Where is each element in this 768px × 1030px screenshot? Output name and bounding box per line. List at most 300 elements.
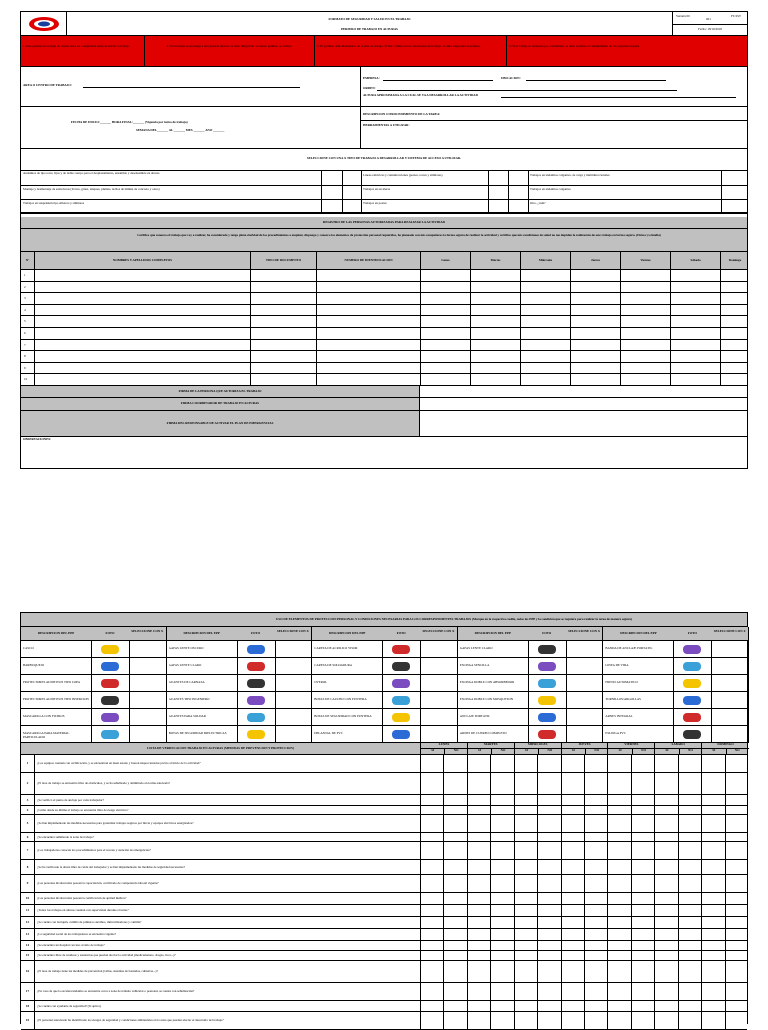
- worker-input-cell[interactable]: [251, 293, 317, 304]
- checklist-answer-cell[interactable]: [562, 961, 585, 982]
- checklist-answer-cell[interactable]: [702, 905, 725, 916]
- worker-input-cell[interactable]: [521, 328, 571, 339]
- checklist-answer-cell[interactable]: [538, 905, 561, 916]
- checklist-answer-cell[interactable]: [444, 806, 467, 814]
- checklist-answer-cell[interactable]: [585, 893, 608, 904]
- checklist-answer-cell[interactable]: [515, 755, 538, 772]
- checklist-answer-cell[interactable]: [655, 833, 678, 841]
- worker-input-cell[interactable]: [671, 305, 721, 316]
- checklist-answer-cell[interactable]: [679, 961, 702, 982]
- checklist-answer-cell[interactable]: [608, 905, 631, 916]
- checklist-answer-cell[interactable]: [468, 951, 491, 960]
- checklist-answer-cell[interactable]: [468, 875, 491, 892]
- checklist-answer-cell[interactable]: [515, 842, 538, 859]
- checklist-answer-cell[interactable]: [632, 905, 655, 916]
- checklist-answer-cell[interactable]: [702, 773, 725, 794]
- checklist-answer-cell[interactable]: [608, 1001, 631, 1011]
- worker-input-cell[interactable]: [421, 305, 471, 316]
- checklist-answer-cell[interactable]: [562, 815, 585, 832]
- ppe-select-box[interactable]: [566, 641, 603, 657]
- checklist-answer-cell[interactable]: [421, 795, 444, 805]
- checklist-answer-cell[interactable]: [538, 875, 561, 892]
- worker-input-cell[interactable]: [251, 316, 317, 327]
- checklist-answer-cell[interactable]: [444, 842, 467, 859]
- checklist-answer-cell[interactable]: [491, 961, 514, 982]
- checklist-answer-cell[interactable]: [491, 1012, 514, 1029]
- checklist-answer-cell[interactable]: [515, 875, 538, 892]
- checklist-answer-cell[interactable]: [444, 905, 467, 916]
- checklist-answer-cell[interactable]: [632, 1012, 655, 1029]
- worker-input-cell[interactable]: [571, 293, 621, 304]
- checklist-answer-cell[interactable]: [491, 795, 514, 805]
- checklist-answer-cell[interactable]: [491, 929, 514, 940]
- checklist-answer-cell[interactable]: [702, 795, 725, 805]
- checklist-answer-cell[interactable]: [585, 929, 608, 940]
- checklist-answer-cell[interactable]: [608, 875, 631, 892]
- checklist-answer-cell[interactable]: [538, 755, 561, 772]
- checklist-answer-cell[interactable]: [632, 773, 655, 794]
- worker-input-cell[interactable]: [317, 340, 421, 351]
- worker-input-cell[interactable]: [421, 340, 471, 351]
- checklist-answer-cell[interactable]: [491, 773, 514, 794]
- worker-input-cell[interactable]: [251, 363, 317, 374]
- worker-input-cell[interactable]: [621, 282, 671, 293]
- checklist-answer-cell[interactable]: [655, 1012, 678, 1029]
- checklist-answer-cell[interactable]: [444, 929, 467, 940]
- worker-input-cell[interactable]: [35, 363, 251, 374]
- ppe-select-box[interactable]: [129, 641, 166, 657]
- worker-input-cell[interactable]: [317, 328, 421, 339]
- checklist-answer-cell[interactable]: [444, 1012, 467, 1029]
- checklist-answer-cell[interactable]: [562, 905, 585, 916]
- worker-input-cell[interactable]: [471, 328, 521, 339]
- checklist-answer-cell[interactable]: [655, 806, 678, 814]
- checklist-answer-cell[interactable]: [655, 755, 678, 772]
- checklist-answer-cell[interactable]: [421, 905, 444, 916]
- checklist-answer-cell[interactable]: [421, 755, 444, 772]
- worker-input-cell[interactable]: [521, 340, 571, 351]
- worker-input-cell[interactable]: [317, 374, 421, 385]
- checklist-answer-cell[interactable]: [632, 941, 655, 950]
- checklist-answer-cell[interactable]: [679, 860, 702, 874]
- checklist-answer-cell[interactable]: [655, 815, 678, 832]
- worker-input-cell[interactable]: [421, 270, 471, 281]
- checklist-answer-cell[interactable]: [608, 941, 631, 950]
- checklist-answer-cell[interactable]: [562, 842, 585, 859]
- checklist-answer-cell[interactable]: [726, 905, 749, 916]
- worker-input-cell[interactable]: [317, 282, 421, 293]
- checklist-answer-cell[interactable]: [632, 806, 655, 814]
- checklist-answer-cell[interactable]: [515, 806, 538, 814]
- checklist-answer-cell[interactable]: [679, 929, 702, 940]
- checklist-answer-cell[interactable]: [562, 983, 585, 1000]
- worker-input-cell[interactable]: [521, 316, 571, 327]
- ppe-select-box[interactable]: [275, 692, 312, 708]
- checklist-answer-cell[interactable]: [444, 755, 467, 772]
- checklist-answer-cell[interactable]: [632, 1001, 655, 1011]
- checklist-answer-cell[interactable]: [491, 815, 514, 832]
- checklist-answer-cell[interactable]: [608, 917, 631, 928]
- checklist-answer-cell[interactable]: [468, 917, 491, 928]
- checklist-answer-cell[interactable]: [444, 875, 467, 892]
- checklist-answer-cell[interactable]: [491, 842, 514, 859]
- checklist-answer-cell[interactable]: [702, 929, 725, 940]
- checklist-answer-cell[interactable]: [726, 1012, 749, 1029]
- checklist-answer-cell[interactable]: [538, 941, 561, 950]
- worker-input-cell[interactable]: [721, 363, 749, 374]
- checklist-answer-cell[interactable]: [515, 795, 538, 805]
- checklist-answer-cell[interactable]: [608, 983, 631, 1000]
- checklist-answer-cell[interactable]: [632, 842, 655, 859]
- ppe-select-box[interactable]: [566, 726, 603, 742]
- checklist-answer-cell[interactable]: [421, 983, 444, 1000]
- worker-input-cell[interactable]: [421, 316, 471, 327]
- checklist-answer-cell[interactable]: [702, 893, 725, 904]
- checklist-answer-cell[interactable]: [679, 806, 702, 814]
- worker-input-cell[interactable]: [721, 282, 749, 293]
- checklist-answer-cell[interactable]: [608, 815, 631, 832]
- ppe-select-box[interactable]: [711, 641, 748, 657]
- worker-input-cell[interactable]: [421, 328, 471, 339]
- ppe-select-box[interactable]: [711, 692, 748, 708]
- checklist-answer-cell[interactable]: [679, 1012, 702, 1029]
- worker-input-cell[interactable]: [251, 351, 317, 362]
- worker-input-cell[interactable]: [35, 305, 251, 316]
- checklist-answer-cell[interactable]: [538, 1012, 561, 1029]
- ppe-select-box[interactable]: [711, 675, 748, 691]
- checklist-answer-cell[interactable]: [421, 961, 444, 982]
- checklist-answer-cell[interactable]: [491, 905, 514, 916]
- checklist-answer-cell[interactable]: [726, 929, 749, 940]
- checklist-answer-cell[interactable]: [468, 806, 491, 814]
- checklist-answer-cell[interactable]: [655, 905, 678, 916]
- checklist-answer-cell[interactable]: [421, 941, 444, 950]
- checklist-answer-cell[interactable]: [562, 929, 585, 940]
- checklist-answer-cell[interactable]: [702, 983, 725, 1000]
- checklist-answer-cell[interactable]: [421, 951, 444, 960]
- ppe-select-box[interactable]: [420, 709, 457, 725]
- checklist-answer-cell[interactable]: [515, 929, 538, 940]
- checklist-answer-cell[interactable]: [491, 951, 514, 960]
- checklist-answer-cell[interactable]: [702, 941, 725, 950]
- ppe-select-box[interactable]: [275, 709, 312, 725]
- checklist-answer-cell[interactable]: [491, 1001, 514, 1011]
- checklist-answer-cell[interactable]: [655, 1001, 678, 1011]
- worker-input-cell[interactable]: [721, 340, 749, 351]
- checklist-answer-cell[interactable]: [538, 1001, 561, 1011]
- ppe-select-box[interactable]: [129, 726, 166, 742]
- checklist-answer-cell[interactable]: [468, 929, 491, 940]
- checklist-answer-cell[interactable]: [538, 860, 561, 874]
- worker-input-cell[interactable]: [471, 363, 521, 374]
- checklist-answer-cell[interactable]: [421, 929, 444, 940]
- ppe-select-box[interactable]: [275, 658, 312, 674]
- checklist-answer-cell[interactable]: [468, 755, 491, 772]
- checklist-answer-cell[interactable]: [702, 833, 725, 841]
- worker-input-cell[interactable]: [317, 363, 421, 374]
- checklist-answer-cell[interactable]: [562, 773, 585, 794]
- checklist-answer-cell[interactable]: [421, 842, 444, 859]
- worker-input-cell[interactable]: [251, 282, 317, 293]
- checklist-answer-cell[interactable]: [608, 860, 631, 874]
- worker-input-cell[interactable]: [721, 293, 749, 304]
- checklist-answer-cell[interactable]: [421, 833, 444, 841]
- checklist-answer-cell[interactable]: [515, 773, 538, 794]
- worker-input-cell[interactable]: [471, 293, 521, 304]
- checklist-answer-cell[interactable]: [702, 842, 725, 859]
- worker-input-cell[interactable]: [317, 316, 421, 327]
- worker-input-cell[interactable]: [621, 374, 671, 385]
- worker-input-cell[interactable]: [671, 363, 721, 374]
- worker-input-cell[interactable]: [421, 293, 471, 304]
- checklist-answer-cell[interactable]: [632, 929, 655, 940]
- checklist-answer-cell[interactable]: [468, 842, 491, 859]
- worker-input-cell[interactable]: [35, 270, 251, 281]
- worker-input-cell[interactable]: [671, 374, 721, 385]
- checklist-answer-cell[interactable]: [491, 806, 514, 814]
- worker-input-cell[interactable]: [35, 374, 251, 385]
- checklist-answer-cell[interactable]: [468, 905, 491, 916]
- checklist-answer-cell[interactable]: [632, 875, 655, 892]
- checklist-answer-cell[interactable]: [538, 983, 561, 1000]
- checklist-answer-cell[interactable]: [632, 833, 655, 841]
- checklist-answer-cell[interactable]: [655, 773, 678, 794]
- checklist-answer-cell[interactable]: [632, 983, 655, 1000]
- checklist-answer-cell[interactable]: [726, 773, 749, 794]
- checklist-answer-cell[interactable]: [632, 951, 655, 960]
- checklist-answer-cell[interactable]: [491, 860, 514, 874]
- worker-input-cell[interactable]: [251, 328, 317, 339]
- ppe-select-box[interactable]: [566, 658, 603, 674]
- worker-input-cell[interactable]: [421, 282, 471, 293]
- worker-input-cell[interactable]: [671, 282, 721, 293]
- checklist-answer-cell[interactable]: [632, 795, 655, 805]
- checklist-answer-cell[interactable]: [421, 875, 444, 892]
- checklist-answer-cell[interactable]: [491, 941, 514, 950]
- worker-input-cell[interactable]: [721, 351, 749, 362]
- checklist-answer-cell[interactable]: [702, 951, 725, 960]
- worker-input-cell[interactable]: [671, 316, 721, 327]
- checklist-answer-cell[interactable]: [515, 1012, 538, 1029]
- checklist-answer-cell[interactable]: [726, 875, 749, 892]
- checklist-answer-cell[interactable]: [679, 951, 702, 960]
- checklist-answer-cell[interactable]: [585, 905, 608, 916]
- checklist-answer-cell[interactable]: [702, 815, 725, 832]
- checklist-answer-cell[interactable]: [608, 755, 631, 772]
- checklist-answer-cell[interactable]: [632, 893, 655, 904]
- ppe-select-box[interactable]: [420, 726, 457, 742]
- checklist-answer-cell[interactable]: [679, 795, 702, 805]
- worker-input-cell[interactable]: [521, 363, 571, 374]
- checklist-answer-cell[interactable]: [726, 815, 749, 832]
- checklist-answer-cell[interactable]: [444, 983, 467, 1000]
- checklist-answer-cell[interactable]: [726, 842, 749, 859]
- checklist-answer-cell[interactable]: [515, 961, 538, 982]
- checklist-answer-cell[interactable]: [444, 833, 467, 841]
- work-type-otro[interactable]: Otro, ¿cuál?: [530, 202, 546, 205]
- worker-input-cell[interactable]: [471, 305, 521, 316]
- worker-input-cell[interactable]: [721, 305, 749, 316]
- worker-input-cell[interactable]: [317, 305, 421, 316]
- worker-input-cell[interactable]: [571, 363, 621, 374]
- worker-input-cell[interactable]: [571, 374, 621, 385]
- checklist-answer-cell[interactable]: [632, 755, 655, 772]
- worker-input-cell[interactable]: [721, 374, 749, 385]
- worker-input-cell[interactable]: [621, 351, 671, 362]
- checklist-answer-cell[interactable]: [726, 806, 749, 814]
- checklist-answer-cell[interactable]: [608, 893, 631, 904]
- checklist-answer-cell[interactable]: [679, 893, 702, 904]
- checklist-answer-cell[interactable]: [562, 860, 585, 874]
- checklist-answer-cell[interactable]: [515, 917, 538, 928]
- checklist-answer-cell[interactable]: [655, 875, 678, 892]
- ppe-select-box[interactable]: [275, 726, 312, 742]
- checklist-answer-cell[interactable]: [726, 795, 749, 805]
- checklist-answer-cell[interactable]: [468, 860, 491, 874]
- checklist-answer-cell[interactable]: [585, 951, 608, 960]
- worker-input-cell[interactable]: [571, 351, 621, 362]
- checklist-answer-cell[interactable]: [421, 893, 444, 904]
- worker-input-cell[interactable]: [251, 374, 317, 385]
- worker-input-cell[interactable]: [35, 282, 251, 293]
- checklist-answer-cell[interactable]: [608, 1012, 631, 1029]
- ppe-select-box[interactable]: [566, 692, 603, 708]
- checklist-answer-cell[interactable]: [538, 773, 561, 794]
- ppe-select-box[interactable]: [420, 641, 457, 657]
- checklist-answer-cell[interactable]: [585, 860, 608, 874]
- checklist-answer-cell[interactable]: [444, 951, 467, 960]
- worker-input-cell[interactable]: [471, 270, 521, 281]
- checklist-answer-cell[interactable]: [538, 961, 561, 982]
- checklist-answer-cell[interactable]: [655, 941, 678, 950]
- checklist-answer-cell[interactable]: [702, 755, 725, 772]
- checklist-answer-cell[interactable]: [562, 795, 585, 805]
- worker-input-cell[interactable]: [317, 293, 421, 304]
- checklist-answer-cell[interactable]: [562, 875, 585, 892]
- checklist-answer-cell[interactable]: [655, 842, 678, 859]
- checklist-answer-cell[interactable]: [585, 755, 608, 772]
- worker-input-cell[interactable]: [471, 374, 521, 385]
- checklist-answer-cell[interactable]: [679, 983, 702, 1000]
- worker-input-cell[interactable]: [621, 340, 671, 351]
- ppe-select-box[interactable]: [711, 726, 748, 742]
- ppe-select-box[interactable]: [129, 658, 166, 674]
- worker-input-cell[interactable]: [521, 270, 571, 281]
- checklist-answer-cell[interactable]: [515, 983, 538, 1000]
- checklist-answer-cell[interactable]: [679, 917, 702, 928]
- checklist-answer-cell[interactable]: [538, 842, 561, 859]
- worker-input-cell[interactable]: [35, 293, 251, 304]
- checklist-answer-cell[interactable]: [655, 860, 678, 874]
- checklist-answer-cell[interactable]: [585, 806, 608, 814]
- checklist-answer-cell[interactable]: [585, 833, 608, 841]
- checklist-answer-cell[interactable]: [444, 941, 467, 950]
- worker-input-cell[interactable]: [621, 270, 671, 281]
- checklist-answer-cell[interactable]: [608, 929, 631, 940]
- checklist-answer-cell[interactable]: [538, 833, 561, 841]
- checklist-answer-cell[interactable]: [562, 917, 585, 928]
- checklist-answer-cell[interactable]: [608, 833, 631, 841]
- worker-input-cell[interactable]: [621, 305, 671, 316]
- worker-input-cell[interactable]: [421, 351, 471, 362]
- checklist-answer-cell[interactable]: [421, 773, 444, 794]
- checklist-answer-cell[interactable]: [562, 833, 585, 841]
- checklist-answer-cell[interactable]: [421, 860, 444, 874]
- checklist-answer-cell[interactable]: [726, 983, 749, 1000]
- worker-input-cell[interactable]: [521, 305, 571, 316]
- checklist-answer-cell[interactable]: [515, 951, 538, 960]
- worker-input-cell[interactable]: [251, 270, 317, 281]
- checklist-answer-cell[interactable]: [608, 961, 631, 982]
- checklist-answer-cell[interactable]: [726, 941, 749, 950]
- checklist-answer-cell[interactable]: [679, 815, 702, 832]
- start-date-field[interactable]: FECHA DE INICIO:_______ HORA FINAL:_______ (Vigencia por turno de trabajo): [71, 121, 188, 124]
- worker-input-cell[interactable]: [721, 316, 749, 327]
- checklist-answer-cell[interactable]: [679, 905, 702, 916]
- checklist-answer-cell[interactable]: [655, 951, 678, 960]
- worker-input-cell[interactable]: [671, 340, 721, 351]
- worker-input-cell[interactable]: [571, 305, 621, 316]
- ppe-select-box[interactable]: [275, 675, 312, 691]
- checklist-answer-cell[interactable]: [468, 815, 491, 832]
- checklist-answer-cell[interactable]: [585, 917, 608, 928]
- checklist-answer-cell[interactable]: [538, 815, 561, 832]
- checklist-answer-cell[interactable]: [585, 815, 608, 832]
- checklist-answer-cell[interactable]: [726, 1001, 749, 1011]
- checklist-answer-cell[interactable]: [515, 860, 538, 874]
- ppe-select-box[interactable]: [420, 675, 457, 691]
- worker-input-cell[interactable]: [571, 340, 621, 351]
- checklist-answer-cell[interactable]: [421, 1001, 444, 1011]
- checklist-answer-cell[interactable]: [515, 833, 538, 841]
- checklist-answer-cell[interactable]: [468, 983, 491, 1000]
- checklist-answer-cell[interactable]: [655, 929, 678, 940]
- checklist-answer-cell[interactable]: [444, 917, 467, 928]
- checklist-answer-cell[interactable]: [608, 795, 631, 805]
- worker-input-cell[interactable]: [35, 316, 251, 327]
- checklist-answer-cell[interactable]: [444, 815, 467, 832]
- worker-input-cell[interactable]: [35, 328, 251, 339]
- checklist-answer-cell[interactable]: [421, 815, 444, 832]
- checklist-answer-cell[interactable]: [726, 961, 749, 982]
- worker-input-cell[interactable]: [621, 328, 671, 339]
- checklist-answer-cell[interactable]: [702, 961, 725, 982]
- checklist-answer-cell[interactable]: [726, 893, 749, 904]
- ppe-select-box[interactable]: [129, 675, 166, 691]
- checklist-answer-cell[interactable]: [444, 961, 467, 982]
- worker-input-cell[interactable]: [621, 363, 671, 374]
- checklist-answer-cell[interactable]: [585, 1001, 608, 1011]
- checklist-answer-cell[interactable]: [444, 893, 467, 904]
- worker-input-cell[interactable]: [471, 316, 521, 327]
- worker-input-cell[interactable]: [671, 328, 721, 339]
- checklist-answer-cell[interactable]: [726, 860, 749, 874]
- checklist-answer-cell[interactable]: [562, 755, 585, 772]
- checklist-answer-cell[interactable]: [468, 773, 491, 794]
- checklist-answer-cell[interactable]: [538, 795, 561, 805]
- ppe-select-box[interactable]: [129, 709, 166, 725]
- checklist-answer-cell[interactable]: [444, 860, 467, 874]
- worker-input-cell[interactable]: [251, 305, 317, 316]
- worker-input-cell[interactable]: [671, 293, 721, 304]
- checklist-answer-cell[interactable]: [679, 875, 702, 892]
- checklist-answer-cell[interactable]: [515, 905, 538, 916]
- worker-input-cell[interactable]: [571, 282, 621, 293]
- checklist-answer-cell[interactable]: [468, 1001, 491, 1011]
- checklist-answer-cell[interactable]: [468, 893, 491, 904]
- checklist-answer-cell[interactable]: [679, 833, 702, 841]
- checklist-answer-cell[interactable]: [562, 806, 585, 814]
